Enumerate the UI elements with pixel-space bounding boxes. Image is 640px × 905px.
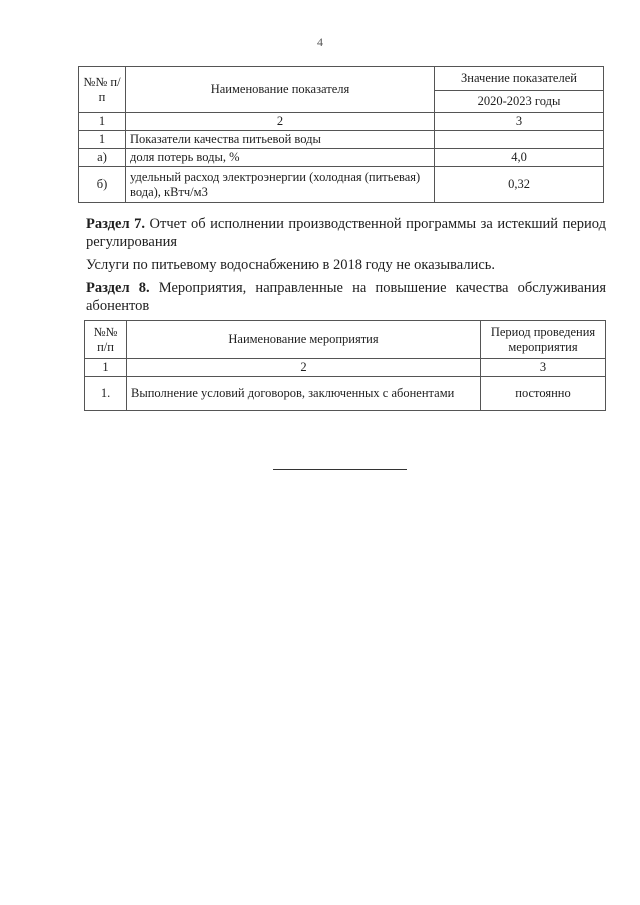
section7-heading: Раздел 7.	[86, 216, 145, 232]
index-cell-3: 3	[435, 113, 604, 131]
header-name: Наименование показателя	[126, 67, 435, 113]
service-measures-table	[84, 320, 606, 411]
section7-text: Отчет об исполнении производственной программы за истекший период регулирования	[86, 216, 607, 250]
table-row	[85, 377, 606, 411]
row-name: доля потерь воды, %	[126, 149, 435, 167]
header-period: 2020-2023 годы	[435, 91, 604, 113]
quality-indicators-table	[78, 66, 604, 203]
row-num: б)	[79, 167, 126, 203]
row-num: 1.	[85, 377, 127, 411]
row-name: Выполнение условий договоров, заключенных с абонентами	[127, 377, 481, 411]
table-row	[79, 149, 604, 167]
header-value: Значение показателей	[435, 67, 604, 91]
row-num: а)	[79, 149, 126, 167]
header-num: №№ п/п	[85, 321, 127, 359]
index-cell-1: 1	[85, 359, 127, 377]
table-row	[79, 131, 604, 149]
row-name: удельный расход электроэнергии (холодная (питьевая) вода), кВтч/м3	[126, 167, 435, 203]
index-cell-2: 2	[126, 113, 435, 131]
page-number: 4	[317, 35, 323, 49]
section7-paragraph	[86, 215, 606, 251]
index-cell-3: 3	[481, 359, 606, 377]
row-value: 4,0	[435, 149, 604, 167]
section8-text: Мероприятия, направленные на повышение качества обслуживания абонентов	[86, 280, 606, 314]
section8-paragraph	[86, 279, 606, 315]
section7-note: Услуги по питьевому водоснабжению в 2018 году не оказывались.	[86, 257, 496, 273]
header-name: Наименование мероприятия	[127, 321, 481, 359]
row-period: постоянно	[481, 377, 606, 411]
end-rule	[273, 469, 407, 470]
index-cell-2: 2	[127, 359, 481, 377]
section8-heading: Раздел 8.	[86, 280, 150, 296]
header-num: №№ п/п	[79, 67, 126, 113]
header-period: Период проведения мероприятия	[481, 321, 606, 359]
row-value	[435, 131, 604, 149]
table-row	[79, 167, 604, 203]
row-name: Показатели качества питьевой воды	[126, 131, 435, 149]
index-cell-1: 1	[79, 113, 126, 131]
row-num: 1	[79, 131, 126, 149]
row-value: 0,32	[435, 167, 604, 203]
